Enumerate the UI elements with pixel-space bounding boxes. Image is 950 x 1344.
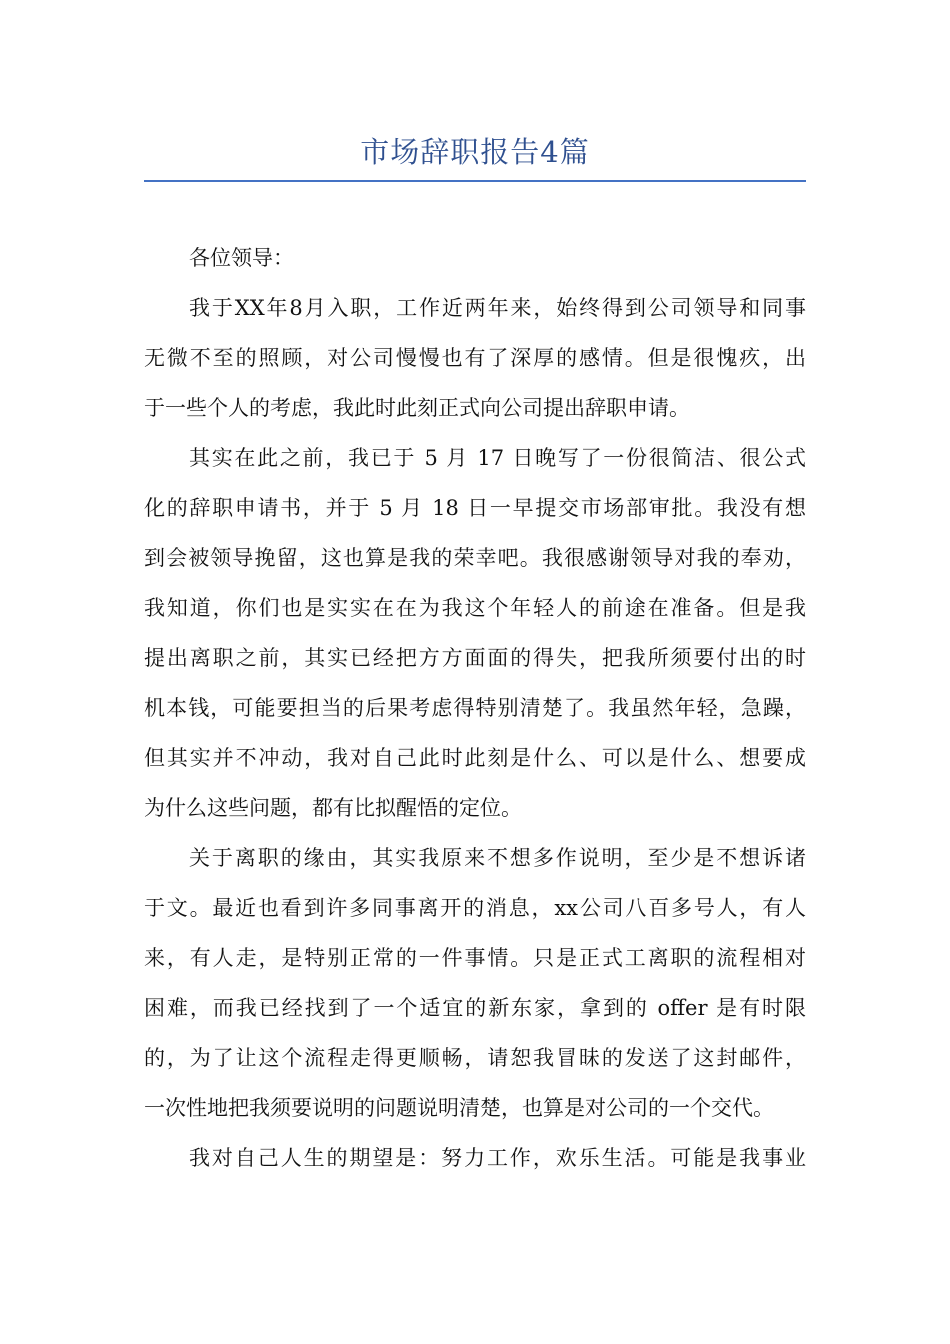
document-title: 市场辞职报告4篇: [360, 135, 590, 169]
paragraph-3-line-2: 于文。最近也看到许多同事离开的消息，xx公司八百多号人，有人: [144, 896, 806, 920]
paragraph-2-line-3: 到会被领导挽留，这也算是我的荣幸吧。我很感谢领导对我的奉劝，: [144, 546, 806, 570]
paragraph-1-line-3: 于一些个人的考虑，我此时此刻正式向公司提出辞职申请。: [144, 396, 690, 420]
paragraph-3-line-6: 一次性地把我须要说明的问题说明清楚，也算是对公司的一个交代。: [144, 1096, 774, 1120]
paragraph-3-line-5: 的，为了让这个流程走得更顺畅，请恕我冒昧的发送了这封邮件，: [144, 1046, 806, 1070]
paragraph-2-line-8: 为什么这些问题，都有比拟醒悟的定位。: [144, 796, 522, 820]
paragraph-1-line-1: 我于XX年8月入职，工作近两年来，始终得到公司领导和同事: [189, 296, 806, 320]
paragraph-2-line-4: 我知道，你们也是实实在在为我这个年轻人的前途在准备。但是我: [144, 596, 806, 620]
salutation: 各位领导：: [189, 246, 294, 270]
paragraph-2-line-6: 机本钱，可能要担当的后果考虑得特别清楚了。我虽然年轻，急躁，: [144, 696, 806, 720]
paragraph-4-line-1: 我对自己人生的期望是：努力工作，欢乐生活。可能是我事业: [189, 1146, 806, 1170]
title-underline: [144, 180, 806, 182]
paragraph-2-line-5: 提出离职之前，其实已经把方方面面的得失，把我所须要付出的时: [144, 646, 806, 670]
paragraph-2-line-1: 其实在此之前，我已于 5 月 17 日晚写了一份很简洁、很公式: [189, 446, 806, 470]
paragraph-2-line-2: 化的辞职申请书，并于 5 月 18 日一早提交市场部审批。我没有想: [144, 496, 806, 520]
paragraph-3-line-4: 困难，而我已经找到了一个适宜的新东家，拿到的 offer 是有时限: [144, 996, 806, 1020]
paragraph-1-line-2: 无微不至的照顾，对公司慢慢也有了深厚的感情。但是很愧疚，出: [144, 346, 806, 370]
paragraph-2-line-7: 但其实并不冲动，我对自己此时此刻是什么、可以是什么、想要成: [144, 746, 806, 770]
document-body: [144, 233, 806, 1183]
paragraph-3-line-3: 来，有人走，是特别正常的一件事情。只是正式工离职的流程相对: [144, 946, 806, 970]
paragraph-3-line-1: 关于离职的缘由，其实我原来不想多作说明，至少是不想诉诸: [189, 846, 806, 870]
